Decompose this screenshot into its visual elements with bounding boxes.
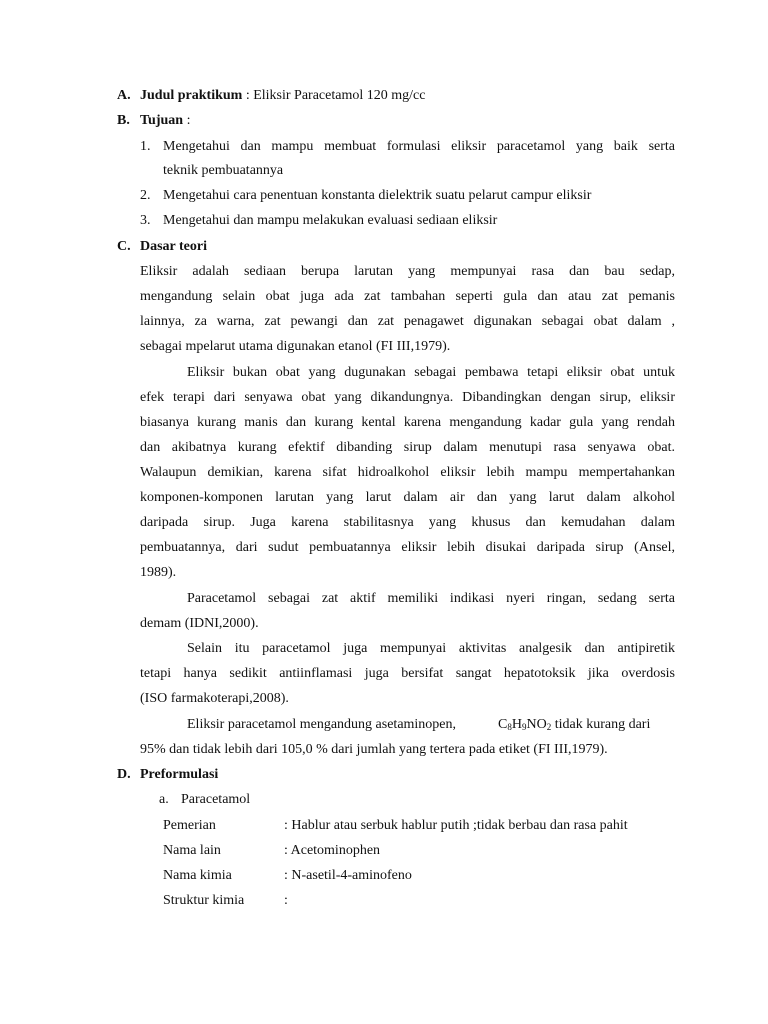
tujuan-item-3: Mengetahui dan mampu melakukan evaluasi sediaan eliksir <box>163 213 498 228</box>
paragraph-line: mengandung selain obat juga ada zat tambahan seperti gula dan atau zat pemanis <box>140 289 675 304</box>
property-label: Nama kimia <box>163 868 232 883</box>
paragraph-line: sebagai mpelarut utama digunakan etanol (FI III,1979). <box>140 339 451 354</box>
section-b-heading: Tujuan : <box>140 113 191 128</box>
paragraph-line: Paracetamol sebagai zat aktif memiliki indikasi nyeri ringan, sedang serta <box>187 591 675 606</box>
paragraph-line: daripada sirup. Juga karena stabilitasnya yang khusus dan kemudahan dalam <box>140 515 675 530</box>
paragraph-line: 1989). <box>140 565 177 580</box>
subsection-title: Paracetamol <box>181 792 251 807</box>
section-d-heading: Preformulasi <box>140 767 219 782</box>
property-value: : <box>284 893 288 908</box>
paragraph-line: biasanya kurang manis dan kurang kental karena mengandung kadar gula yang rendah <box>140 415 675 430</box>
property-value: : Acetominophen <box>284 843 381 858</box>
paragraph-line: dan akibatnya kurang efektif dibanding sirup dalam menutupi rasa senyawa obat. <box>140 440 675 455</box>
paragraph-line: Eliksir bukan obat yang dugunakan sebagai pembawa tetapi eliksir obat untuk <box>187 365 675 380</box>
section-a-heading: Judul praktikum : Eliksir Paracetamol 120 mg/cc <box>140 88 426 103</box>
section-c-letter: C. <box>117 239 131 254</box>
tujuan-num-2: 2. <box>140 188 151 203</box>
section-c-heading: Dasar teori <box>140 239 207 254</box>
property-value: : N-asetil-4-aminofeno <box>284 868 412 883</box>
paragraph-line: Eliksir adalah sediaan berupa larutan yang mempunyai rasa dan bau sedap, <box>140 264 675 279</box>
property-label: Pemerian <box>163 818 216 833</box>
paragraph-line: Selain itu paracetamol juga mempunyai aktivitas analgesik dan antipiretik <box>187 641 675 656</box>
paragraph-line: lainnya, za warna, zat pewangi dan zat penagawet digunakan sebagai obat dalam , <box>140 314 675 329</box>
paragraph-line: komponen-komponen larutan yang larut dalam air dan yang larut dalam alkohol <box>140 490 675 505</box>
paragraph-line: (ISO farmakoterapi,2008). <box>140 691 289 706</box>
section-b-letter: B. <box>117 113 130 128</box>
paragraph-line: Walaupun demikian, karena sifat hidroalkohol eliksir lebih mampu mempertahankan <box>140 465 675 480</box>
paragraph-line: efek terapi dari senyawa obat yang dikandungnya. Dibandingkan dengan sirup, eliksir <box>140 390 675 405</box>
tujuan-item-2: Mengetahui cara penentuan konstanta dielektrik suatu pelarut campur eliksir <box>163 188 592 203</box>
paragraph-line: 95% dan tidak lebih dari 105,0 % dari jumlah yang tertera pada etiket (FI III,1979). <box>140 742 608 757</box>
property-label: Struktur kimia <box>163 893 245 908</box>
subsection-letter: a. <box>159 792 169 807</box>
property-value: : Hablur atau serbuk hablur putih ;tidak berbau dan rasa pahit <box>284 818 628 833</box>
section-d-letter: D. <box>117 767 131 782</box>
tujuan-num-3: 3. <box>140 213 151 228</box>
tujuan-item-1-line-1: Mengetahui dan mampu membuat formulasi eliksir paracetamol yang baik serta <box>163 139 675 154</box>
tujuan-item-1-line-2: teknik pembuatannya <box>163 163 284 178</box>
paragraph-line-formula-intro: Eliksir paracetamol mengandung asetaminopen, <box>187 717 457 732</box>
property-label: Nama lain <box>163 843 221 858</box>
paragraph-line: pembuatannya, dari sudut pembuatannya eliksir lebih disukai daripada sirup (Ansel, <box>140 540 675 555</box>
paragraph-line: demam (IDNI,2000). <box>140 616 259 631</box>
chemical-formula: $C_8H_9NO_2$ tidak kurang dari <box>498 717 651 732</box>
section-a-letter: A. <box>117 88 131 103</box>
tujuan-num-1: 1. <box>140 139 151 154</box>
paragraph-line: tetapi hanya sedikit antiinflamasi juga bersifat sangat hepatotoksik jika overdosis <box>140 666 675 681</box>
